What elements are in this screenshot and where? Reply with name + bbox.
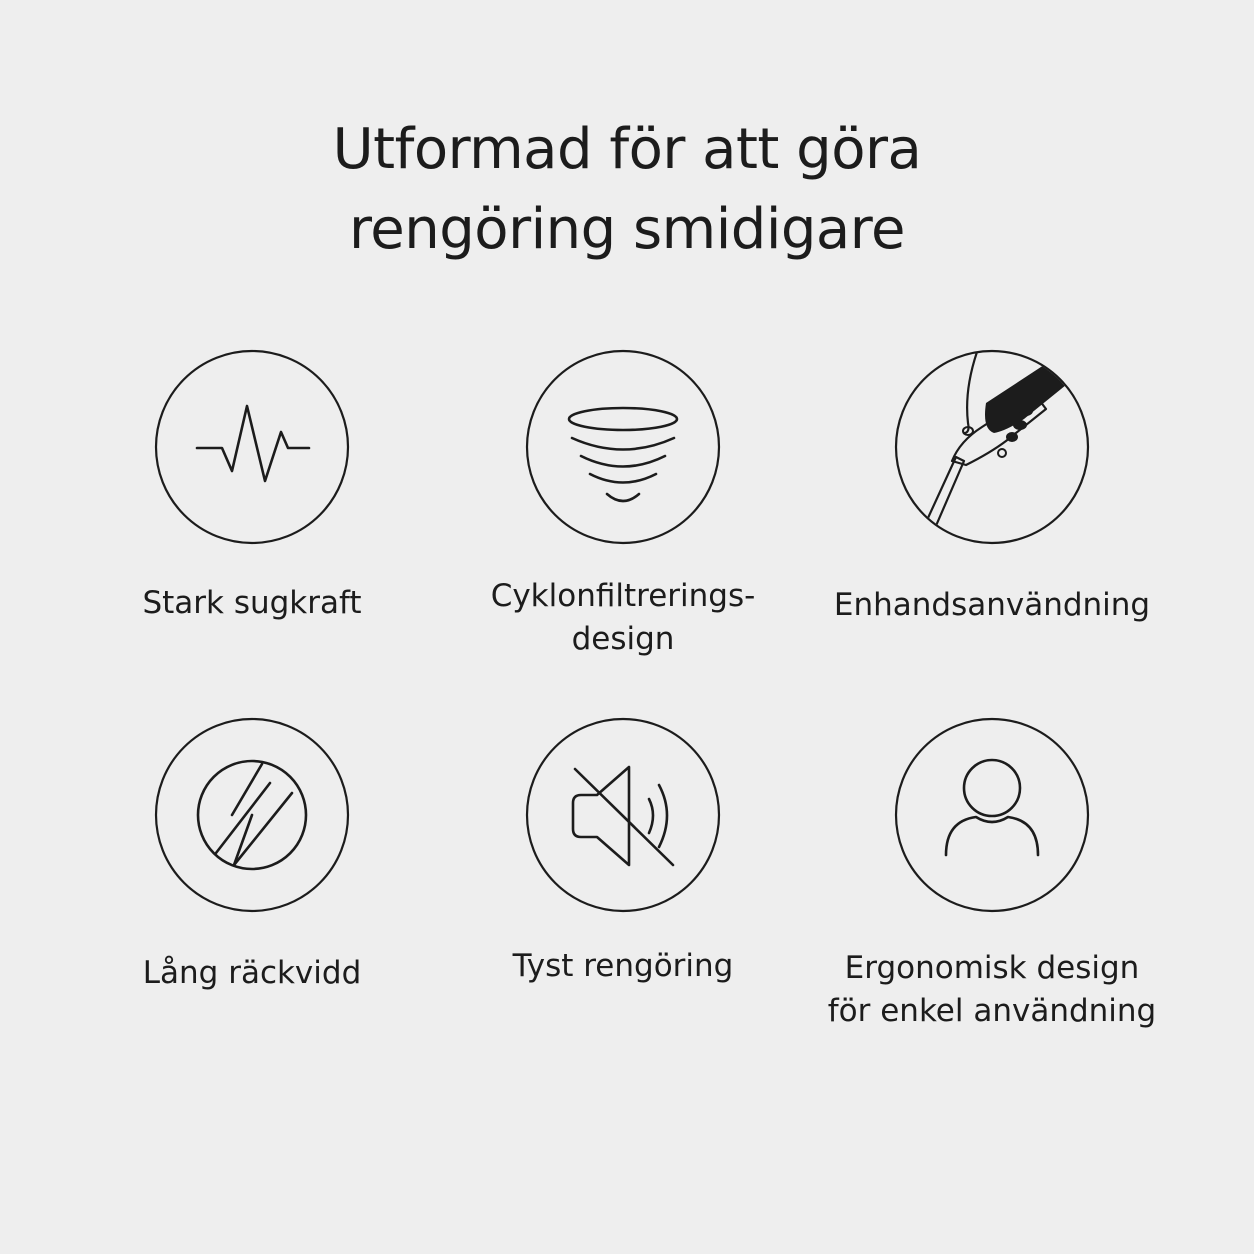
feature-one-hand-use xyxy=(822,349,1162,623)
feature-label-line: Enhandsanvändning xyxy=(833,587,1151,623)
feature-label xyxy=(822,584,1162,627)
feature-label-line: Cyklonfiltrerings- xyxy=(490,578,756,614)
muted-speaker-icon xyxy=(525,717,721,913)
feature-label xyxy=(82,582,422,625)
feature-label xyxy=(82,952,422,995)
feature-label xyxy=(822,947,1162,1033)
hand-grip-icon xyxy=(894,349,1090,545)
feature-long-reach xyxy=(82,717,422,991)
feature-quiet-cleaning xyxy=(453,717,793,984)
feature-cyclone-filtration xyxy=(453,349,793,657)
feature-label-line: Ergonomisk design xyxy=(844,950,1140,986)
feature-ergonomic-design xyxy=(822,717,1162,1029)
user-icon xyxy=(894,717,1090,913)
heading-line-2: rengöring smidigare xyxy=(349,197,905,262)
reach-icon xyxy=(154,717,350,913)
feature-label-line: design xyxy=(571,621,675,657)
feature-label-line: Tyst rengöring xyxy=(512,948,734,984)
feature-label-line: för enkel användning xyxy=(827,993,1157,1029)
feature-label xyxy=(453,575,793,661)
feature-label xyxy=(453,945,793,988)
page-heading xyxy=(0,110,1254,270)
pulse-icon xyxy=(154,349,350,545)
cyclone-icon xyxy=(525,349,721,545)
feature-label-line: Stark sugkraft xyxy=(142,585,362,621)
feature-strong-suction xyxy=(82,349,422,621)
heading-line-1: Utformad för att göra xyxy=(332,117,922,182)
feature-label-line: Lång räckvidd xyxy=(142,955,362,991)
